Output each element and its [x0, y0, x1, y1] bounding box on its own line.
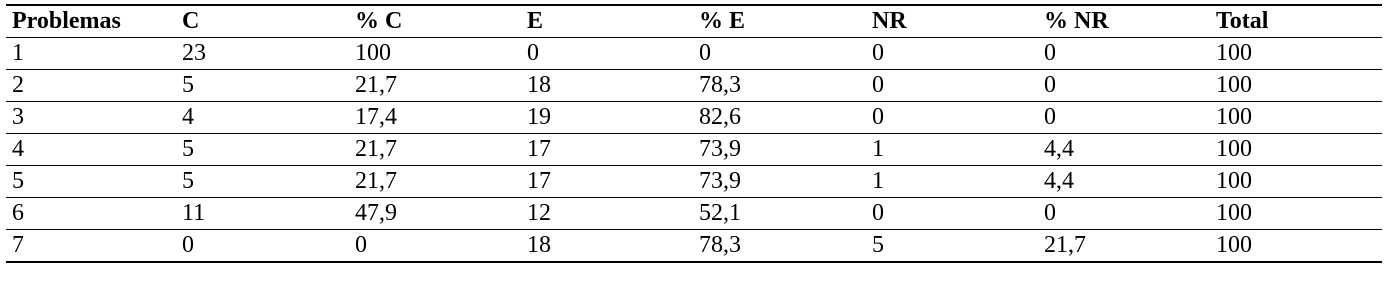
- cell-percent-nr: 21,7: [1038, 230, 1210, 263]
- cell-percent-c: 21,7: [349, 134, 521, 166]
- cell-problema: 4: [6, 134, 176, 166]
- cell-c: 5: [176, 166, 349, 198]
- header-row: [6, 5, 1382, 38]
- table-body: [6, 38, 1382, 263]
- cell-problema: 5: [6, 166, 176, 198]
- cell-nr: 0: [866, 38, 1038, 70]
- cell-problema: 1: [6, 38, 176, 70]
- cell-nr: 5: [866, 230, 1038, 263]
- cell-nr: 1: [866, 134, 1038, 166]
- cell-c: 0: [176, 230, 349, 263]
- header-percent-c: % C: [349, 5, 521, 38]
- cell-percent-nr: 4,4: [1038, 134, 1210, 166]
- table-row: [6, 134, 1382, 166]
- cell-percent-e: 82,6: [693, 102, 866, 134]
- cell-percent-e: 78,3: [693, 70, 866, 102]
- header-percent-nr: % NR: [1038, 5, 1210, 38]
- table-row: [6, 166, 1382, 198]
- cell-problema: 2: [6, 70, 176, 102]
- table-row: [6, 70, 1382, 102]
- cell-e: 17: [521, 166, 693, 198]
- cell-percent-c: 47,9: [349, 198, 521, 230]
- cell-percent-c: 21,7: [349, 166, 521, 198]
- cell-percent-nr: 0: [1038, 102, 1210, 134]
- cell-percent-nr: 4,4: [1038, 166, 1210, 198]
- cell-problema: 7: [6, 230, 176, 263]
- cell-percent-c: 100: [349, 38, 521, 70]
- cell-percent-nr: 0: [1038, 70, 1210, 102]
- cell-e: 18: [521, 70, 693, 102]
- cell-nr: 1: [866, 166, 1038, 198]
- cell-c: 5: [176, 134, 349, 166]
- cell-total: 100: [1210, 134, 1382, 166]
- table-header: [6, 5, 1382, 38]
- cell-total: 100: [1210, 230, 1382, 263]
- cell-nr: 0: [866, 70, 1038, 102]
- cell-total: 100: [1210, 102, 1382, 134]
- header-problemas: Problemas: [6, 5, 176, 38]
- cell-e: 17: [521, 134, 693, 166]
- cell-percent-e: 73,9: [693, 166, 866, 198]
- cell-problema: 3: [6, 102, 176, 134]
- cell-problema: 6: [6, 198, 176, 230]
- results-table: [6, 4, 1382, 263]
- cell-e: 12: [521, 198, 693, 230]
- cell-total: 100: [1210, 38, 1382, 70]
- cell-e: 19: [521, 102, 693, 134]
- cell-percent-c: 17,4: [349, 102, 521, 134]
- table-row: [6, 198, 1382, 230]
- table-row: [6, 102, 1382, 134]
- header-e: E: [521, 5, 693, 38]
- cell-nr: 0: [866, 198, 1038, 230]
- cell-percent-nr: 0: [1038, 38, 1210, 70]
- cell-percent-c: 0: [349, 230, 521, 263]
- table-row: [6, 38, 1382, 70]
- table-row: [6, 230, 1382, 263]
- cell-total: 100: [1210, 166, 1382, 198]
- cell-c: 11: [176, 198, 349, 230]
- results-table-container: [6, 4, 1382, 263]
- cell-c: 5: [176, 70, 349, 102]
- cell-percent-e: 0: [693, 38, 866, 70]
- cell-percent-e: 73,9: [693, 134, 866, 166]
- cell-percent-e: 78,3: [693, 230, 866, 263]
- cell-c: 4: [176, 102, 349, 134]
- cell-e: 18: [521, 230, 693, 263]
- cell-total: 100: [1210, 198, 1382, 230]
- cell-e: 0: [521, 38, 693, 70]
- cell-percent-e: 52,1: [693, 198, 866, 230]
- cell-percent-nr: 0: [1038, 198, 1210, 230]
- cell-percent-c: 21,7: [349, 70, 521, 102]
- cell-total: 100: [1210, 70, 1382, 102]
- cell-nr: 0: [866, 102, 1038, 134]
- header-nr: NR: [866, 5, 1038, 38]
- header-percent-e: % E: [693, 5, 866, 38]
- header-total: Total: [1210, 5, 1382, 38]
- header-c: C: [176, 5, 349, 38]
- cell-c: 23: [176, 38, 349, 70]
